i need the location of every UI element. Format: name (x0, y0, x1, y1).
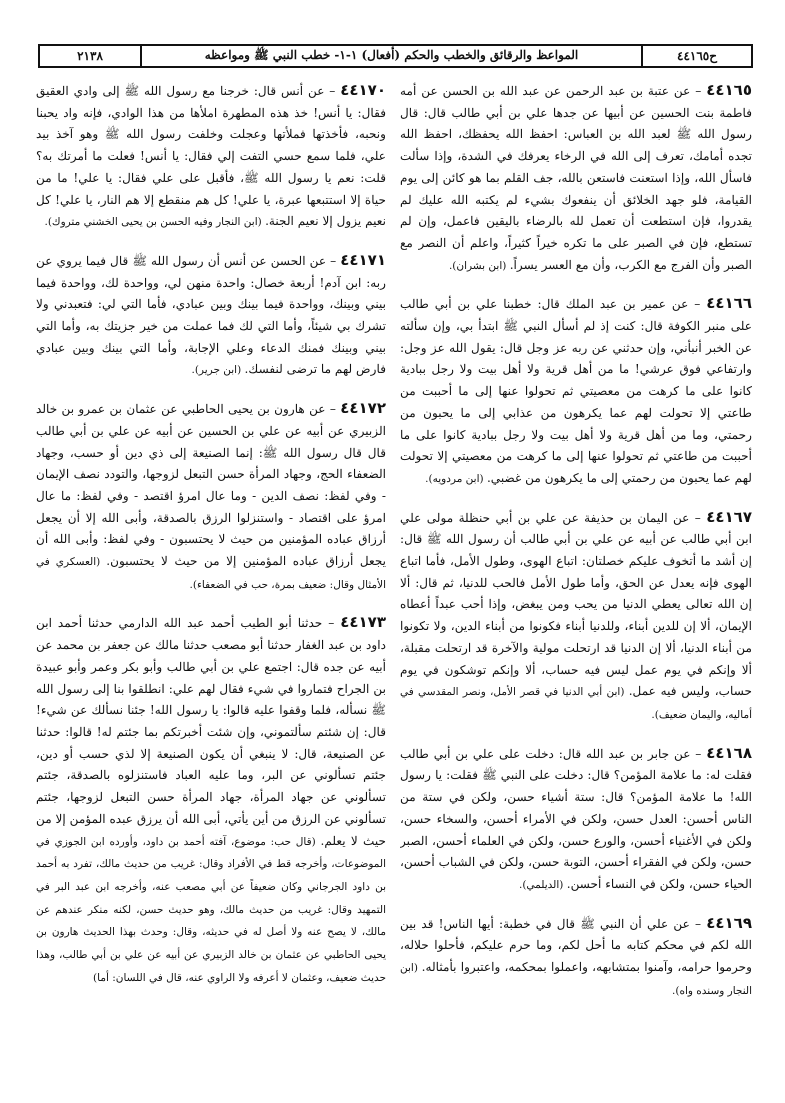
hadith-source: (ابن بشران). (448, 259, 510, 272)
hadith-range-ref: ح٤٤١٦٥ (641, 46, 751, 66)
hadith-source: (ابن جرير). (191, 364, 245, 377)
page-header (38, 44, 753, 68)
hadith-source: (الديلمي). (519, 878, 567, 891)
section-title: المواعظ والرقائق والخطب والحكم (أفعال) ١-١- خطب النبي ﷺ ومواعظه (140, 46, 641, 66)
hadith-source: (العسكري في الأمثال وقال: ضعيف بمرة، حب في الضعفاء). (36, 556, 386, 591)
hadith-text: – عن أنس قال: خرجنا مع رسول الله ﷺ إلى وادي العقيق فقال: يا أنس! خذ هذه المطهرة املأها من هذا الوادي، فإنه واد يحبنا ونحبه، فأخذتها فملأتها وعجلت وخلفت رسول الله ﷺ وهو آخذ بيد علي، فلما سمع حسي التفت إلي فقال: يا أنس! فعلت ما أمرتك به؟ قلت: نعم يا رسول الله ﷺ، فأقبل على علي فقال: يا علي! ما من حياة إلا استتبعها عبرة، يا علي! كل هم منقطع إلا هم النار، يا علي! كل نعيم يزول إلا نعيم الجنة. (36, 84, 386, 229)
hadith-entry (400, 913, 752, 1003)
hadith-text: – عن اليمان بن حذيفة عن علي بن أبي حنظلة مولى علي ابن أبي طالب عن أبيه عن علي بن أبي طالب أن رسول الله ﷺ قال: إن أشد ما أتخوف عليكم خصلتان: اتباع الهوى، وطول الأمل، فأما اتباع الهوى فإنه يعدل عن الحق، وأما طول الأمل فالحب للدنيا، ثم قال: ألا إن الله تعالى يعطي الدنيا من يحب ومن يبغض، وإذا أحب عبداً أعطاه الإيمان، ألا إن للدين أبناء، وللدنيا أبناء فكونوا من أبناء الدين، ولا تكونوا من أبناء الدنيا، ألا إن الدنيا قد ارتحلت مولية والآخرة قد ارتحلت مقبلة، ألا وإنكم في يوم عمل ليس فيه حساب، ألا وإنكم توشكون في يوم حساب، وليس فيه عمل. (400, 510, 752, 699)
hadith-text: – عن عتبة بن عبد الرحمن عن عبد الله بن الحسن عن أمه فاطمة بنت الحسين عن أبيها عن جدها علي بن أبي طالب قال: قال رسول الله ﷺ لعبد الله بن العباس: احفظ الله يحفظك، احفظ الله تجده أمامك، تعرف إلى الله في الرخاء يعرفك في الشدة، وإذا سألت فاسأل الله، وإذا استعنت فاستعن بالله، جف القلم بما هو كائن إلى يوم القيامة، فلو جهد الخلائق أن ينفعوك بشيء لم يكتبه الله عليك لم يقدروا، فإن استطعت أن تعمل لله بالرضاء باليقين فاعمل، وإن لم تستطع، فإن في الصبر على ما تكره خيراً كثيراً، واعلم أن النصر مع الصبر وأن الفرج مع الكرب، وأن مع العسر يسراً. (400, 84, 752, 272)
hadith-entry (400, 293, 752, 490)
hadith-number: ٤٤١٦٩ (706, 913, 752, 932)
hadith-number: ٤٤١٧١ (340, 250, 386, 269)
hadith-text: – عن جابر بن عبد الله قال: دخلت على علي بن أبي طالب فقلت له: ما علامة المؤمن؟ قال: دخلت على النبي ﷺ فقلت: يا رسول الله! ما علامة المؤمن؟ قال: ستة أشياء حسن، ولكن في ستة من الناس أحسن: العدل حسن، ولكن في الأمراء أحسن، والسخاء حسن، ولكن في الأغنياء أحسن، والورع حسن، ولكن في العلماء أحسن، الصبر حسن، ولكن في الفقراء أحسن، التوبة حسن، ولكن في الشباب أحسن، الحياء حسن، ولكن في النساء أحسن. (400, 746, 752, 891)
hadith-source: (ابن مردويه). (425, 472, 487, 485)
page-number: ٢١٣٨ (77, 49, 103, 63)
hadith-number: ٤٤١٧٢ (340, 399, 386, 418)
hadith-source: (ابن النجار وسنده واه). (400, 962, 752, 997)
hadith-text: – عن الحسن عن أنس أن رسول الله ﷺ قال فيما يروي عن ربه: ابن آدم! أربعة خصال: واحدة منهن لي، وواحدة لك، وواحدة فيما بيني وبينك، وواحدة فيما بينك وبين عبادي، فأما التي لي: فتعبدني ولا تشرك بي شيئاً، وأما التي لك فما عملت من خير جزيتك به، وأما التي بيني وبينك فمنك الدعاء وعلي الإجابة، وأما التي بينك وبين عبادي فارض لهم ما ترضى لنفسك. (36, 253, 386, 377)
hadith-text: – عن علي أن النبي ﷺ قال في خطبة: أيها الناس! قد بين الله لكم في محكم كتابه ما أحل لكم، وما حرم عليكم، فأحلوا حلاله، وحرموا حرامه، وآمنوا بمتشابهه، واعملوا بمحكمه، واعتبروا بأمثاله. (400, 916, 752, 975)
hadith-entry (36, 612, 386, 989)
right-column (400, 80, 752, 1080)
hadith-entry (400, 80, 752, 277)
hadith-source: (ابن النجار وفيه الحسن بن يحيى الخشني متروك). (44, 216, 266, 229)
hadith-number: ٤٤١٧٣ (340, 613, 386, 632)
hadith-number: ٤٤١٦٨ (706, 743, 752, 762)
hadith-entry (36, 398, 386, 596)
left-column (36, 80, 386, 1090)
hadith-entry (400, 743, 752, 897)
hadith-source: (ابن أبي الدنيا في قصر الأمل، ونصر المقدسي في أماليه، واليمان ضعيف). (400, 686, 752, 721)
hadith-number: ٤٤١٦٥ (706, 81, 752, 99)
hadith-number: ٤٤١٦٦ (706, 294, 752, 313)
hadith-source: (قال حب: موضوع، آفته أحمد بن داود، وأورده ابن الجوزي في الموضوعات، وأخرجه قط في الأفراد وقال: غريب من حديث مالك، تفرد به أحمد بن داود الجرجاني وكان ضعيفاً عن أبي مصعب عنه، وأخرجه ابن عبد البر في التمهيد وقال: غريب من حديث مالك، وهو حديث حسن، لكنه منكر عندهم عن مالك، لا يصح عنه ولا أصل له في حديثه، وقال: وحدث بهذا الحديث هارون بن يحيى الحاطبي عن عثمان بن خالد الزبيري عن أبيه عن علي بن أبي طالب، وهذا حديث ضعيف، وعثمان لا أعرفه ولا الراوي عنه، قال في اللسان: أما) (36, 835, 386, 984)
hadith-text: – عن هارون بن يحيى الحاطبي عن عثمان بن عمرو بن خالد الزبيري عن أبيه عن علي بن الحسين عن أبيه عن علي بن أبي طالب قال قال رسول الله ﷺ: إنما الصنيعة إلى ذي دين أو حسب، وجهاد الضعفاء الحج، وجهاد المرأة حسن التبعل لزوجها، والتودد نصف الإيمان - وفي لفظ: نصف الدين - وما عال امرؤ اقتصد - وفي لفظ: ما عال امرؤ على اقتصاد - واستنزلوا الرزق بالصدقة، وأبى الله إلا أن يجعل أرزاق عباده المؤمنين من حيث لا يحتسبون - وفي لفظ: وأبى الله أن يجعل أرزاق عباده المؤمنين إلا من حيث لا يحتسبون. (36, 402, 386, 569)
hadith-entry (400, 507, 752, 727)
hadith-number: ٤٤١٧٠ (340, 81, 386, 99)
hadith-text: – حدثنا أبو الطيب أحمد عبد الله الدارمي حدثنا أحمد ابن داود بن عبد الغفار حدثنا أبو مصعب حدثنا مالك عن جعفر بن محمد عن أبيه عن جده قال: اجتمع علي بن أبي طالب وأبو بكر وعمر وأبو عبيدة بن الجراح فتماروا في شيء فقال لهم علي: انطلقوا بنا إلى رسول الله ﷺ نسأله، فلما وقفوا عليه قالوا: يا رسول الله! جئنا نسألك عن شيء! قال: إن شئتم سألتموني، وإن شئت أخبرتكم بما جئتم له! قالوا: حدثنا عن الصنيعة، قال: لا ينبغي أن يكون الصنيعة إلا لذي حسب أو دين، جئتم تسألوني عن البر، وما عليه العباد فاستنزلوه بالصدقة، جئتم تسألوني عن جهاد المرأة، جهاد المرأة حسن التبعل لزوجها، جئتم تسألوني عن الرزق من أين يأتي، أبى الله أن يرزق عبده المؤمن إلا من حيث لا يعلم. (36, 616, 386, 848)
hadith-number: ٤٤١٦٧ (706, 507, 752, 526)
hadith-text: – عن عمير بن عبد الملك قال: خطبنا علي بن أبي طالب على منبر الكوفة قال: كنت إذ لم أسأل النبي ﷺ ابتدأ بي، وإن سألته عن الخبر أنبأني، وإن حدثني عن ربه عز وجل قال: يقول الله عز وجل: وارتفاعي فوق عرشي! ما من أهل قرية ولا أهل بيت ولا رجل ببادية كانوا على ما كرهت من معصيتي ثم تحولوا عنها إلى ما أحببت من طاعتي إلا تحولت لهم عما يكرهون من عذابي إلى ما يحبون من رحمتي، وما من أهل قرية ولا أهل بيت ولا رجل ببادية كانوا على ما أحببت من طاعتي ثم تحولوا عنها إلى ما كرهت من معصيتي إلا تحولت لهم عما يحبون من رحمتي إلى ما يكرهون من غضبي. (400, 297, 752, 485)
hadith-entry (36, 80, 386, 234)
hadith-entry (36, 250, 386, 382)
